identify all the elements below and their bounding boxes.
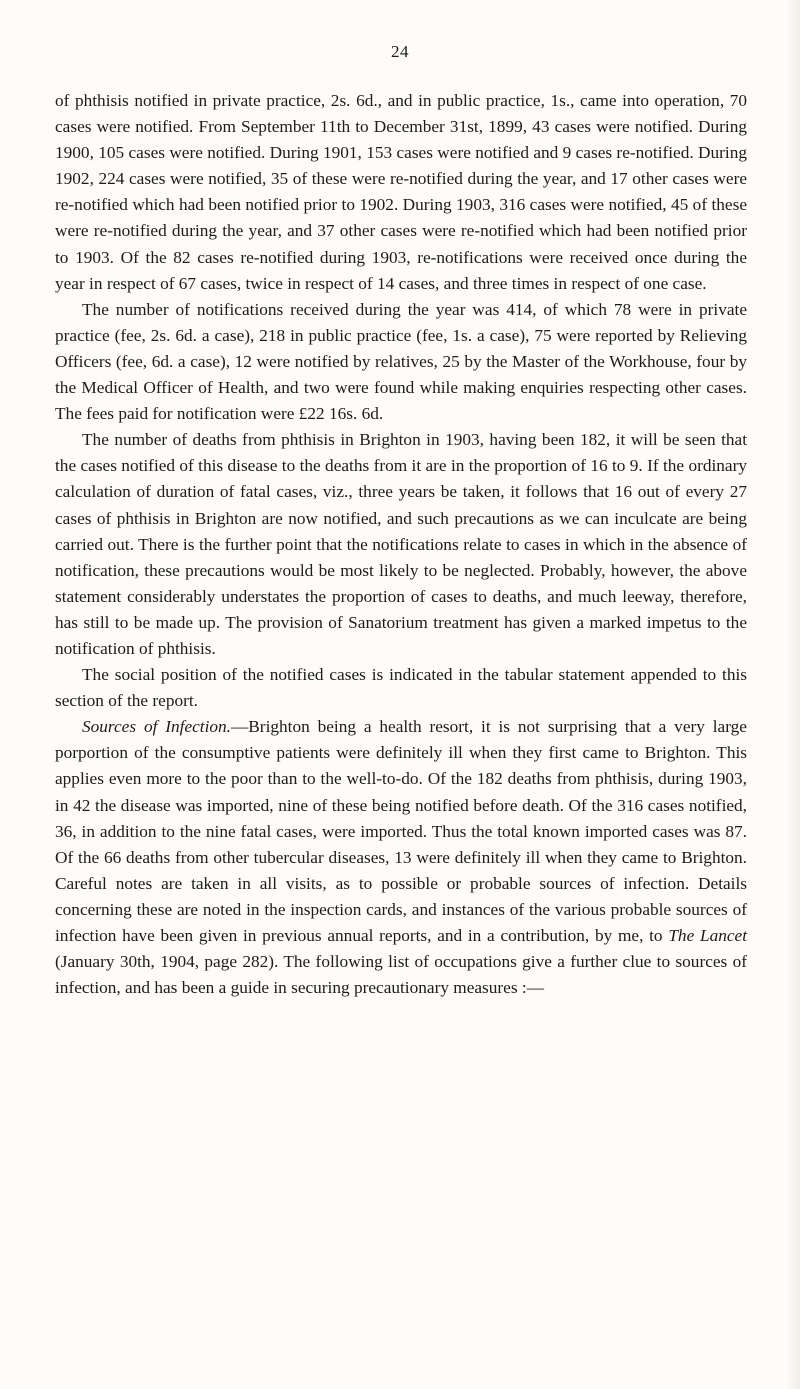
page-edge-shadow — [786, 0, 800, 1389]
paragraph-deaths-proportion: The number of deaths from phthisis in Brighton in 1903, having been 182, it will be seen that the cases notified of this disease to the deaths from it are in the proportion of 16 to 9. If the ordinary calculation of duration of fatal cases, viz., three years be taken, it follows that 16 out of every 27 cases of phthisis in Brighton are now notified, and such precautions as we can inculcate are being carried out. There is the further point that the notifications relate to cases in which in the absence of notification, these precautions would be most likely to be neglected. Probably, however, the above statement considerably understates the proportion of cases to deaths, and much leeway, therefore, has still to be made up. The provision of Sanatorium treatment has given a marked impetus to the notification of phthisis. — [55, 430, 747, 658]
paragraph-notification-count: The number of notifications received during the year was 414, of which 78 were in private practice (fee, 2s. 6d. a case), 218 in public practice (fee, 1s. a case), 75 were reported by Relieving Officers (fee, 6d. a case), 12 were notified by relatives, 25 by the Master of the Workhouse, four by the Medical Officer of Health, and two were found while making enquiries respecting other cases. The fees paid for notification were £22 16s. 6d. — [55, 299, 747, 424]
sources-text-part-1: —Brighton being a health resort, it is not surprising that a very large porportion of the consumptive patients were definitely ill when they first came to Brighton. This applies even more to the poor than to the well-to-do. Of the 182 deaths from phthisis, during 1903, in 42 the disease was imported, nine of these being notified before death. Of the 316 cases notified, 36, in addition to the nine fatal cases, were imported. Thus the total known imported cases was 87. Of the 66 deaths from other tubercular diseases, 13 were definitely ill when they came to Brighton. Careful notes are taken in all visits, as to possible or probable sources of infection. Details concerning these are noted in the inspection cards, and instances of the various probable sources of infection have been given in previous annual reports, and in a contribution, by me, to — [55, 717, 747, 945]
page-number: 24 — [391, 42, 409, 61]
section-heading-sources-of-infection: Sources of Infection. — [82, 717, 231, 737]
journal-title: The Lancet — [668, 926, 747, 945]
paragraph-sources-of-infection — [55, 714, 747, 1001]
body-text — [55, 88, 747, 1001]
paragraph-notification-history: of phthisis notified in private practice, 2s. 6d., and in public practice, 1s., came into operation, 70 cases were notified. From September 11th to December 31st, 1899, 43 cases were notified. During 1900, 105 cases were notified. During 1901, 153 cases were notified and 9 cases re-notified. During 1902, 224 cases were notified, 35 of these were re-notified during the year, and 17 other cases were re-notified which had been notified prior to 1902. During 1903, 316 cases were notified, 45 of these were re-notified during the year, and 37 other cases were re-notified which had been notified prior to 1903. Of the 82 cases re-notified during 1903, re-notifications were received once during the year in respect of 67 cases, twice in respect of 14 cases, and three times in respect of one case. — [55, 91, 747, 293]
paragraph-social-position: The social position of the notified cases is indicated in the tabular statement appended to this section of the report. — [55, 665, 747, 711]
sources-text-part-2: (January 30th, 1904, page 282). The following list of occupations give a further clue to sources of infection, and has been a guide in securing precautionary measures :— — [55, 952, 747, 998]
